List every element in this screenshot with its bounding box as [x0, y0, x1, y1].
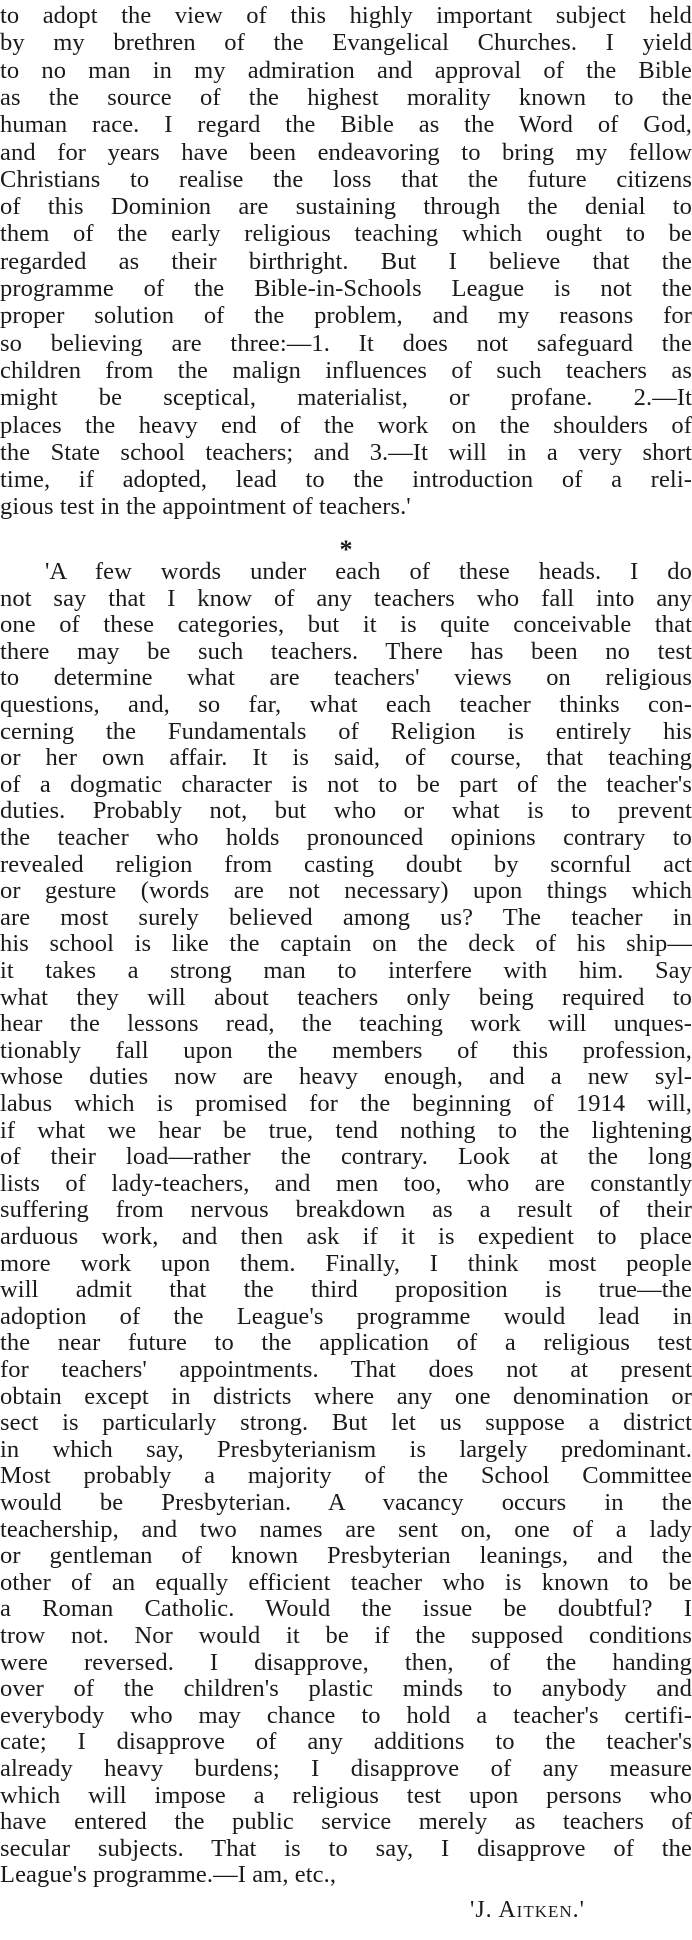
text-line: places the heavy end of the work on the shoulders of — [0, 411, 692, 439]
section-separator: * — [339, 535, 353, 564]
text-line: revealed religion from casting doubt by scornful act — [0, 850, 692, 878]
text-line: might be sceptical, materialist, or profane. 2.—It — [0, 384, 692, 412]
text-line: which will impose a religious test upon persons who — [0, 1781, 692, 1809]
text-line: would be Presbyterian. A vacancy occurs in the — [0, 1489, 692, 1516]
text-line: the near future to the application of a religious test — [0, 1329, 692, 1357]
text-line: of their load—rather the contrary. Look at the long — [0, 1143, 692, 1171]
text-line: suffering from nervous breakdown as a result of their — [0, 1196, 692, 1224]
text-line: so believing are three:—1. It does not safeguard the — [0, 329, 692, 357]
text-line: adoption of the League's programme would lead in — [0, 1302, 692, 1330]
text-line: the State school teachers; and 3.—It will in a very short — [0, 438, 692, 466]
text-line: his school is like the captain on the deck of his ship— — [0, 930, 692, 958]
text-line: gious test in the appointment of teachers.' — [0, 493, 411, 521]
text-line: sect is particularly strong. But let us suppose a district — [0, 1409, 692, 1437]
text-line: them of the early religious teaching which ought to be — [0, 220, 692, 248]
text-line: duties. Probably not, but who or what is to prevent — [0, 797, 692, 825]
text-line: or gesture (words are not necessary) upon things which — [0, 877, 692, 905]
text-line: everybody who may chance to hold a teacher's certifi- — [0, 1701, 692, 1729]
text-line: over of the children's plastic minds to anybody and — [0, 1675, 692, 1703]
text-line: or her own affair. It is said, of course, that teaching — [0, 744, 692, 772]
text-line: obtain except in districts where any one denomination or — [0, 1382, 692, 1410]
text-line: if what we hear be true, tend nothing to the lightening — [0, 1116, 692, 1144]
text-line: not say that I know of any teachers who fall into any — [0, 584, 692, 612]
text-line: for teachers' appointments. That does not at present — [0, 1356, 692, 1383]
text-line: the teacher who holds pronounced opinions contrary to — [0, 824, 692, 851]
text-line: human race. I regard the Bible as the Word of God, — [0, 111, 692, 139]
text-line: there may be such teachers. There has been no test — [0, 637, 692, 665]
text-line: hear the lessons read, the teaching work will unques- — [0, 1010, 692, 1038]
text-line: by my brethren of the Evangelical Churches. I yield — [0, 29, 692, 57]
text-line: a Roman Catholic. Would the issue be doubtful? I — [0, 1595, 692, 1623]
text-line: already heavy burdens; I disapprove of any measure — [0, 1755, 692, 1782]
text-line: regarded as their birthright. But I believe that the — [0, 247, 692, 275]
text-line: of this Dominion are sustaining through the denial to — [0, 193, 692, 221]
text-line: were reversed. I disapprove, then, of the handing — [0, 1648, 692, 1676]
text-line: League's programme.—I am, etc., — [0, 1861, 337, 1889]
text-line: more work upon them. Finally, I think most people — [0, 1249, 692, 1277]
text-line: have entered the public service merely as teachers of — [0, 1808, 692, 1836]
text-line: of a dogmatic character is not to be part of the teacher's — [0, 770, 692, 798]
text-line: other of an equally efficient teacher who is known to be — [0, 1568, 692, 1596]
text-line: as the source of the highest morality known to the — [0, 83, 692, 111]
text-line: children from the malign influences of such teachers as — [0, 356, 692, 384]
text-line: to adopt the view of this highly important subject held — [0, 2, 692, 29]
text-line: and for years have been endeavoring to bring my fellow — [0, 138, 692, 166]
text-line: lists of lady-teachers, and men too, who are constantly — [0, 1169, 692, 1197]
text-line: secular subjects. That is to say, I disapprove of the — [0, 1834, 692, 1862]
text-line: are most surely believed among us? The teacher in — [0, 903, 692, 931]
text-line: teachership, and two names are sent on, one of a lady — [0, 1515, 692, 1543]
text-line: one of these categories, but it is quite conceivable that — [0, 611, 692, 639]
text-line: tionably fall upon the members of this profession, — [0, 1036, 692, 1064]
text-line: will admit that the third proposition is true—the — [0, 1276, 692, 1304]
text-line: proper solution of the problem, and my reasons for — [0, 302, 692, 330]
text-line: programme of the Bible-in-Schools League is not the — [0, 275, 692, 302]
text-line: arduous work, and then ask if it is expedient to place — [0, 1223, 692, 1250]
text-line: in which say, Presbyterianism is largely predominant. — [0, 1435, 692, 1463]
text-line: 'A few words under each of these heads. I do — [45, 558, 692, 585]
signature: 'J. Aitken.' — [470, 1897, 585, 1923]
text-line: it takes a strong man to interfere with him. Say — [0, 957, 692, 984]
text-line: questions, and, so far, what each teacher thinks con- — [0, 691, 692, 718]
text-line: time, if adopted, lead to the introduction of a reli- — [0, 466, 692, 494]
text-line: cerning the Fundamentals of Religion is entirely his — [0, 717, 692, 745]
text-line: Christians to realise the loss that the future citizens — [0, 165, 692, 193]
text-line: to no man in my admiration and approval of the Bible — [0, 56, 692, 84]
text-line: what they will about teachers only being required to — [0, 983, 692, 1011]
text-line: labus which is promised for the beginning of 1914 will, — [0, 1090, 692, 1117]
text-line: Most probably a majority of the School Committee — [0, 1462, 692, 1490]
text-line: whose duties now are heavy enough, and a new syl- — [0, 1063, 692, 1091]
text-line: cate; I disapprove of any additions to the teacher's — [0, 1728, 692, 1756]
text-line: to determine what are teachers' views on religious — [0, 664, 692, 692]
text-line: trow not. Nor would it be if the supposed conditions — [0, 1622, 692, 1649]
text-line: or gentleman of known Presbyterian leanings, and the — [0, 1542, 692, 1570]
